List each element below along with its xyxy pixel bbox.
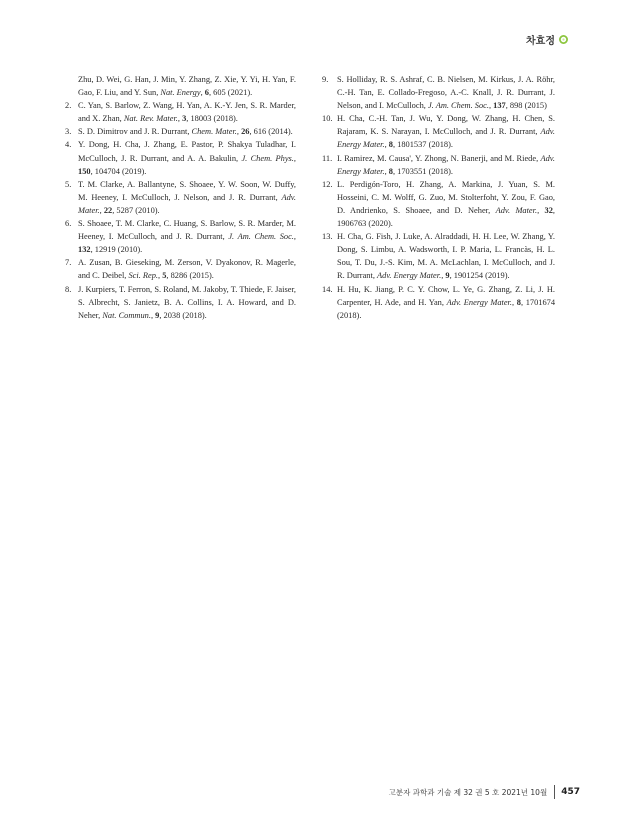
journal-name: J. Am. Chem. Soc. bbox=[228, 232, 294, 242]
reference-item bbox=[322, 283, 555, 322]
volume-number: 9 bbox=[445, 271, 450, 281]
journal-name: J. Chem. Phys. bbox=[241, 153, 294, 163]
volume-number: 3 bbox=[182, 114, 187, 124]
journal-name: Adv. Energy Mater. bbox=[337, 127, 555, 150]
reference-item bbox=[63, 99, 296, 125]
journal-name: Sci. Rep. bbox=[128, 271, 159, 281]
reference-text: T. M. Clarke, A. Ballantyne, S. Shoaee, Y. W. Soon, W. Duffy, M. Heeney, I. McCulloch, J. Nelson, and J. R. Durrant, bbox=[78, 179, 296, 202]
journal-name: Adv. Energy Mater. bbox=[337, 153, 555, 176]
reference-text: A. Zusan, B. Gieseking, M. Zerson, V. Dyakonov, R. Magerle, and C. Deibel, bbox=[78, 258, 296, 281]
reference-text: , 616 (2014). bbox=[249, 127, 293, 137]
reference-text: , 1801537 (2018). bbox=[392, 140, 453, 150]
reference-number: 12. bbox=[322, 179, 333, 189]
reference-text: L. Perdigón-Toro, H. Zhang, A. Markina, J. Yuan, S. M. Hosseini, C. M. Wolff, G. Zuo, M. Stolterfoht, Y. Zou, F. Gao, D. Andrienko, S. Shoaee, and D. Neher, bbox=[337, 179, 555, 215]
volume-number: 32 bbox=[544, 205, 553, 215]
volume-number: 132 bbox=[78, 245, 91, 255]
reference-text: , 2038 (2018). bbox=[159, 310, 207, 320]
reference-text: , 1703551 (2018). bbox=[392, 166, 453, 176]
journal-name: Adv. Energy Mater. bbox=[377, 271, 442, 281]
reference-item bbox=[322, 230, 555, 282]
reference-text: , 8286 (2015). bbox=[166, 271, 214, 281]
reference-text: , bbox=[488, 101, 494, 111]
reference-number: 4. bbox=[65, 140, 72, 150]
reference-text: , bbox=[177, 114, 183, 124]
reference-text: C. Yan, S. Barlow, Z. Wang, H. Yan, A. K.-Y. Jen, S. R. Marder, and X. Zhan, bbox=[78, 101, 296, 124]
reference-text: Zhu, D. Wei, G. Han, J. Min, Y. Zhang, Z. Xie, Y. Yi, H. Yan, F. Gao, F. Liu, and Y. Sun, bbox=[78, 75, 296, 98]
reference-number: 2. bbox=[65, 101, 72, 111]
reference-text: , bbox=[99, 205, 104, 215]
reference-text: , 605 (2021). bbox=[208, 88, 253, 98]
footer-divider bbox=[554, 785, 555, 799]
journal-name: Adv. Mater. bbox=[78, 192, 296, 215]
reference-text: , 104704 (2019). bbox=[90, 166, 147, 176]
reference-text: , bbox=[200, 88, 205, 98]
reference-text: , bbox=[293, 153, 296, 163]
reference-text: , bbox=[158, 271, 163, 281]
reference-item bbox=[322, 112, 555, 151]
reference-item bbox=[63, 217, 296, 256]
reference-item bbox=[63, 138, 296, 177]
reference-item bbox=[322, 73, 555, 112]
reference-text: , 18003 (2018). bbox=[186, 114, 238, 124]
volume-number: 5 bbox=[162, 271, 167, 281]
reference-item bbox=[63, 178, 296, 217]
volume-number: 8 bbox=[388, 140, 393, 150]
reference-text: H. Cha, G. Fish, J. Luke, A. Alraddadi, H. H. Lee, W. Zhang, Y. Dong, S. Limbu, A. Wadsworth, I. P. Maria, L. Francàs, H. L. Sou, T. Du, J.-S. Kim, M. A. McLachlan, I. McCulloch, and J. R. Durrant, bbox=[337, 232, 555, 281]
volume-number: 150 bbox=[78, 166, 91, 176]
volume-number: 8 bbox=[388, 166, 393, 176]
reference-item bbox=[322, 152, 555, 178]
reference-text: , bbox=[441, 271, 446, 281]
volume-number: 22 bbox=[103, 205, 113, 215]
reference-item bbox=[63, 283, 296, 322]
reference-text: I. Ramirez, M. Causa', Y. Zhong, N. Banerji, and M. Riede, bbox=[337, 153, 541, 163]
reference-item bbox=[63, 73, 296, 99]
reference-text: , 1901254 (2019). bbox=[449, 271, 510, 281]
journal-info: 고분자 과학과 기술 제 32 권 5 호 2021년 10월 bbox=[388, 787, 548, 797]
journal-name: Adv. Energy Mater. bbox=[446, 297, 512, 307]
reference-item bbox=[63, 125, 296, 138]
reference-number: 7. bbox=[65, 258, 72, 268]
reference-number: 10. bbox=[322, 114, 333, 124]
reference-text: H. Hu, K. Jiang, P. C. Y. Chow, L. Ye, G. Zhang, Z. Li, J. H. Carpenter, H. Ade, and H. Yan, bbox=[337, 284, 555, 307]
reference-number: 11. bbox=[322, 153, 333, 163]
journal-name: Nat. Rev. Mater. bbox=[123, 114, 178, 124]
reference-text: , 1906763 (2020). bbox=[337, 205, 555, 229]
reference-number: 8. bbox=[65, 284, 72, 294]
reference-text: Y. Dong, H. Cha, J. Zhang, E. Pastor, P. Shakya Tuladhar, I. McCulloch, J. R. Durrant, and A. A. Bakulin, bbox=[78, 140, 296, 163]
reference-text: , 12919 (2010). bbox=[90, 245, 143, 255]
journal-name: Chem. Mater. bbox=[191, 127, 237, 137]
journal-name: Nat. Commun. bbox=[102, 310, 151, 320]
reference-text: , bbox=[511, 297, 517, 307]
volume-number: 137 bbox=[493, 101, 506, 111]
reference-text: , bbox=[293, 232, 296, 242]
reference-text: , bbox=[537, 205, 545, 215]
reference-number: 5. bbox=[65, 179, 72, 189]
reference-text: J. Kurpiers, T. Ferron, S. Roland, M. Jakoby, T. Thiede, F. Jaiser, S. Albrecht, S. Janietz, B. A. Collins, I. A. Howard, and D. Neher, bbox=[78, 284, 296, 320]
page-header bbox=[526, 32, 568, 47]
page-number: 457 bbox=[561, 787, 580, 797]
volume-number: 8 bbox=[516, 297, 521, 307]
reference-text: , bbox=[384, 140, 389, 150]
reference-text: , bbox=[236, 127, 242, 137]
volume-number: 9 bbox=[155, 310, 160, 320]
reference-number: 3. bbox=[65, 127, 72, 137]
reference-text: H. Cha, C.-H. Tan, J. Wu, Y. Dong, W. Zhang, H. Chen, S. Rajaram, K. S. Narayan, I. McCulloch, and J. R. Durrant, bbox=[337, 114, 555, 137]
reference-text: S. D. Dimitrov and J. R. Durrant, bbox=[78, 127, 192, 137]
journal-name: Adv. Mater. bbox=[495, 205, 538, 215]
reference-text: , 1701674 (2018). bbox=[337, 297, 556, 320]
volume-number: 26 bbox=[241, 127, 250, 137]
reference-number: 9. bbox=[322, 75, 329, 84]
volume-number: 6 bbox=[204, 88, 209, 98]
reference-number: 6. bbox=[65, 219, 72, 229]
reference-text: , bbox=[150, 310, 156, 320]
reference-text: , 898 (2015) bbox=[505, 101, 547, 111]
references-right-column bbox=[322, 73, 555, 322]
references-left-column bbox=[63, 73, 296, 322]
author-name: 차효정 bbox=[526, 36, 555, 47]
reference-text: , 5287 (2010). bbox=[112, 205, 160, 215]
reference-text: , bbox=[384, 166, 389, 176]
reference-number: 14. bbox=[322, 284, 333, 294]
reference-text: S. Holliday, R. S. Ashraf, C. B. Nielsen, M. Kirkus, J. A. Röhr, C.-H. Tan, E. Collado-Fregoso, A.-C. Knall, J. R. Durrant, J. Nelson, and I. McCulloch, bbox=[337, 75, 555, 111]
reference-number: 13. bbox=[322, 232, 333, 242]
flower-icon bbox=[559, 35, 568, 44]
reference-item bbox=[63, 256, 296, 282]
reference-text: S. Shoaee, T. M. Clarke, C. Huang, S. Barlow, S. R. Marder, M. Heeney, I. McCulloch, and J. R. Durrant, bbox=[78, 219, 296, 242]
reference-item bbox=[322, 178, 555, 230]
journal-name: J. Am. Chem. Soc. bbox=[427, 101, 489, 111]
page-footer bbox=[389, 785, 580, 799]
journal-name: Nat. Energy bbox=[160, 88, 201, 98]
